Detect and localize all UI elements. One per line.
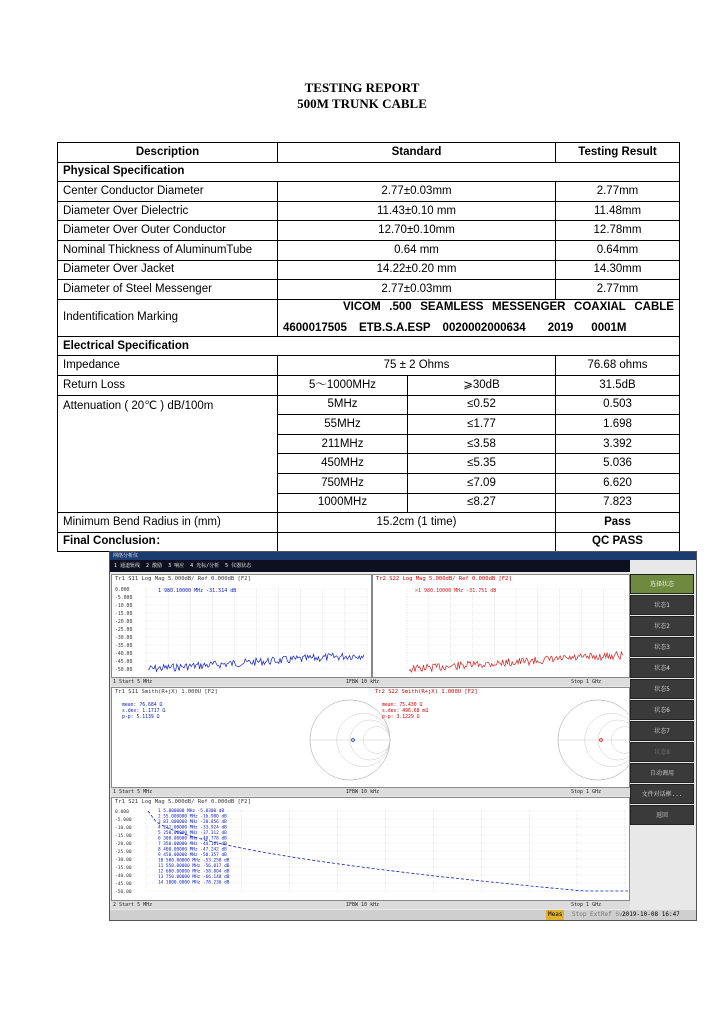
conclusion-row [58,532,680,552]
s21-title: Tr1 S21 Log Mag 5.000dB/ Ref 0.000dB [F2] [115,799,251,805]
smith-plots [112,688,629,787]
y-tick: -40.00 [115,652,133,657]
s21-marker: 6 300.00000 MHz -40.778 dB [158,836,227,842]
marking-word: 4600017505 [283,321,347,334]
status-start: 2 Start 5 MHz [113,902,153,908]
conclusion-blank [278,532,556,552]
vna-title-bar: 网络分析仪 [110,552,696,560]
row-frequency: 5～1000MHz [278,375,408,395]
smith-chart-1 [310,700,390,780]
row-label: Nominal Thickness of AluminumTube [58,240,278,260]
row-standard: 15.2cm (1 time) [278,513,556,533]
y-tick: 0.000 [115,810,129,815]
marking-word: 0020002000634 [442,321,526,334]
marking-word: VICOM [343,300,381,313]
y-tick: -35.00 [115,866,132,871]
row-frequency: 450MHz [278,454,408,474]
softkey-return[interactable]: 返回 [630,805,694,825]
smith1-stat: p-p: 5.1139 Ω [122,715,160,720]
row-standard: 14.22±0.20 mm [278,260,556,280]
s21-marker: 9 450.00000 MHz -50.357 dB [158,853,227,858]
meas-indicator: Meas [548,911,563,918]
y-tick: -50.00 [115,890,132,895]
s21-marker: 1 5.000000 MHz -5.0300 dB [158,809,225,814]
vna-menu-item[interactable]: 4 光标/分析 [190,563,220,569]
table-header-row [58,143,680,163]
y-tick: -15.00 [115,834,132,839]
row-frequency: 750MHz [278,473,408,493]
smith2-title: Tr2 S22 Smith(R+jX) 1.000U [F2] [375,689,478,695]
table-row [58,375,680,395]
s11-trace [148,653,364,671]
instrument-flags: Stop ExtRef Svc [572,911,627,918]
row-standard: 2.77±0.03mm [278,182,556,202]
table-row [58,260,680,280]
vna-menu-bar [110,560,630,572]
smith2-stat: mean: 75.430 Ω [382,703,423,708]
row-frequency: 55MHz [278,415,408,435]
row-label: Impedance [58,356,278,376]
table-row [58,221,680,241]
softkey-state-6[interactable]: 状态6 [630,700,694,720]
y-tick: -30.00 [115,636,133,641]
status-stop: Stop 1 GHz [571,902,602,908]
table-row [58,395,680,415]
status-row-3 [111,901,630,909]
row-label: Return Loss [58,375,278,395]
vna-screenshot [109,551,697,921]
s21-marker: 5 250.00000 MHz -37.312 dB [158,831,227,836]
row-label: Minimum Bend Radius in (mm) [58,513,278,533]
y-tick: -40.00 [115,874,132,879]
row-standard: ≤1.77 [408,415,556,435]
softkey-state-1[interactable]: 状态1 [630,595,694,615]
s22-title: Tr2 S22 Log Mag 5.000dB/ Ref 0.000dB [F2] [376,576,512,582]
row-result: 1.698 [556,415,680,435]
marking-word: SEAMLESS [420,300,484,313]
section-physical: Physical Specification [58,162,680,182]
y-tick: -10.00 [115,604,133,609]
s21-marker: 11 550.00000 MHz -56.017 dB [158,864,230,869]
report-title: TESTING REPORT [304,80,420,95]
y-tick: -25.00 [115,850,132,855]
row-standard: 0.64 mm [278,240,556,260]
y-tick: -35.00 [115,644,133,649]
y-tick: -25.00 [115,628,133,633]
row-standard: 2.77±0.03mm [278,280,556,300]
y-tick: -30.00 [115,858,132,863]
marking-text [278,299,680,336]
s21-panel [111,797,630,901]
row-result: 0.503 [556,395,680,415]
smith-panel [111,687,630,788]
smith1-stat: mean: 76.684 Ω [122,703,163,708]
softkey-state-8[interactable]: 状态8 [630,742,694,762]
softkey-state-3[interactable]: 状态3 [630,637,694,657]
smith2-stat: s.dev: 496.68 mΩ [382,709,429,714]
row-result: 11.48mm [556,201,680,221]
marking-row [58,299,680,336]
datetime-readout: 2019-10-08 16:47 [622,911,680,918]
attenuation-label: Attenuation ( 20℃ ) dB/100m [58,395,278,513]
table-row [58,280,680,300]
header-result: Testing Result [556,143,680,163]
smith2-stat: p-p: 3.1229 Ω [382,715,420,720]
softkey-auto-recall[interactable]: 自动调用 [630,763,694,783]
smith-chart-2 [558,700,629,780]
row-result: 0.64mm [556,240,680,260]
table-row [58,182,680,202]
status-stop: Stop 1 GHz [571,679,602,685]
header-description: Description [58,143,278,163]
s22-panel [372,574,630,678]
marking-word: ETB.S.A.ESP [358,321,431,334]
status-start: 1 Start 5 MHz [113,789,153,795]
marking-word: MESSENGER [492,300,566,313]
softkey-file-dialog[interactable]: 文件对话框... [630,784,694,804]
row-label: Diameter Over Jacket [58,260,278,280]
s21-plot [112,798,629,900]
status-row-2 [111,788,630,796]
status-stop: Stop 1 GHz [571,789,602,795]
table-row [58,356,680,376]
s21-marker: 2 55.000000 MHz -16.980 dB [158,814,227,820]
row-standard: ≤5.35 [408,454,556,474]
s21-marker: 14 1000.0000 MHz -78.236 dB [158,880,230,886]
status-ifbw: IFBW 10 kHz [346,679,380,685]
row-label: Diameter Over Outer Conductor [58,221,278,241]
marking-label: Indentification Marking [58,299,278,336]
row-label: Center Conductor Diameter [58,182,278,202]
s22-marker-readout: >1 980.10000 MHz -31.751 dB [415,588,497,594]
table-row [58,240,680,260]
y-tick: -15.00 [115,612,133,617]
vna-bottom-status [110,910,696,920]
softkey-state-4[interactable]: 状态4 [630,658,694,678]
conclusion-result: QC PASS [556,532,680,552]
smith1-title: Tr1 S11 Smith(R+jX) 1.000U [F2] [115,689,218,695]
marking-word: COAXIAL [574,300,626,313]
marking-word: .500 [389,300,412,313]
status-row-1 [111,678,630,686]
vna-menu-item[interactable]: 1 通道轨线 [114,563,141,569]
row-standard: 75 ± 2 Ohms [278,356,556,376]
vna-menu-item[interactable]: 3 响应 [168,563,185,569]
softkey-select-state[interactable]: 选择状态 [630,574,694,594]
s21-marker: 12 600.00000 MHz -58.804 dB [158,869,230,875]
s11-marker-readout: 1 980.10000 MHz -31.514 dB [158,588,237,594]
row-frequency: 1000MHz [278,493,408,513]
y-tick: 0.000 [115,588,130,593]
y-tick: -10.00 [115,826,132,831]
softkey-state-7[interactable]: 状态7 [630,721,694,741]
s21-marker: 3 83.000000 MHz -20.856 dB [158,820,227,825]
row-result: 2.77mm [556,280,680,300]
s21-marker: 8 400.00000 MHz -47.242 dB [158,847,227,853]
row-result: 6.620 [556,473,680,493]
s11-title: Tr1 S11 Log Mag 5.000dB/ Ref 0.000dB [F2] [115,576,251,582]
marking-word: 0001M [591,321,627,334]
row-result: 12.78mm [556,221,680,241]
y-tick: -5.000 [115,818,132,823]
row-result: 14.30mm [556,260,680,280]
s21-marker: 7 350.00000 MHz -44.161 dB [158,842,227,847]
row-frequency: 211MHz [278,434,408,454]
header-standard: Standard [278,143,556,163]
row-result: 76.68 ohms [556,356,680,376]
y-tick: -50.00 [115,668,133,673]
y-tick: -20.00 [115,842,132,847]
softkey-state-2[interactable]: 状态2 [630,616,694,636]
s21-marker: 4 211.00000 MHz -33.924 dB [158,825,227,831]
section-electrical: Electrical Specification [58,336,680,356]
row-label: Diameter Over Dielectric [58,201,278,221]
row-result: 2.77mm [556,182,680,202]
row-frequency: 5MHz [278,395,408,415]
report-subtitle: 500M TRUNK CABLE [297,96,427,111]
row-standard: ≤0.52 [408,395,556,415]
row-standard: ⩾30dB [408,375,556,395]
row-standard: ≤3.58 [408,434,556,454]
row-result: Pass [556,513,680,533]
s21-marker: 13 750.00000 MHz -66.148 dB [158,875,230,880]
y-tick: -45.00 [115,660,133,665]
row-result: 31.5dB [556,375,680,395]
row-label: Diameter of Steel Messenger [58,280,278,300]
y-tick: -45.00 [115,882,132,887]
row-result: 3.392 [556,434,680,454]
marking-word: CABLE [634,300,674,313]
s11-panel [111,574,372,678]
s21-marker: 10 500.00000 MHz -53.258 dB [158,858,230,864]
s22-plot [373,575,629,677]
row-standard: 12.70±0.10mm [278,221,556,241]
y-tick: -5.000 [115,596,133,601]
y-tick: -20.00 [115,620,133,625]
status-start: 1 Start 5 MHz [113,679,153,685]
row-result: 7.823 [556,493,680,513]
status-ifbw: IFBW 10 kHz [346,902,380,908]
softkey-panel [630,574,694,826]
conclusion-label: Final Conclusion： [58,532,278,552]
row-standard: ≤7.09 [408,473,556,493]
vna-menu-item[interactable]: 5 仪器状态 [225,563,252,569]
spec-table [57,142,680,552]
table-row [58,513,680,533]
vna-menu-item[interactable]: 2 激励 [146,563,163,569]
softkey-state-5[interactable]: 状态5 [630,679,694,699]
marking-word: 2019 [547,321,574,334]
row-standard: ≤8.27 [408,493,556,513]
smith1-stat: s.dev: 1.1717 Ω [122,709,166,714]
row-standard: 11.43±0.10 mm [278,201,556,221]
status-ifbw: IFBW 10 kHz [346,789,380,795]
table-row [58,201,680,221]
s11-plot [112,575,371,677]
row-result: 5.036 [556,454,680,474]
